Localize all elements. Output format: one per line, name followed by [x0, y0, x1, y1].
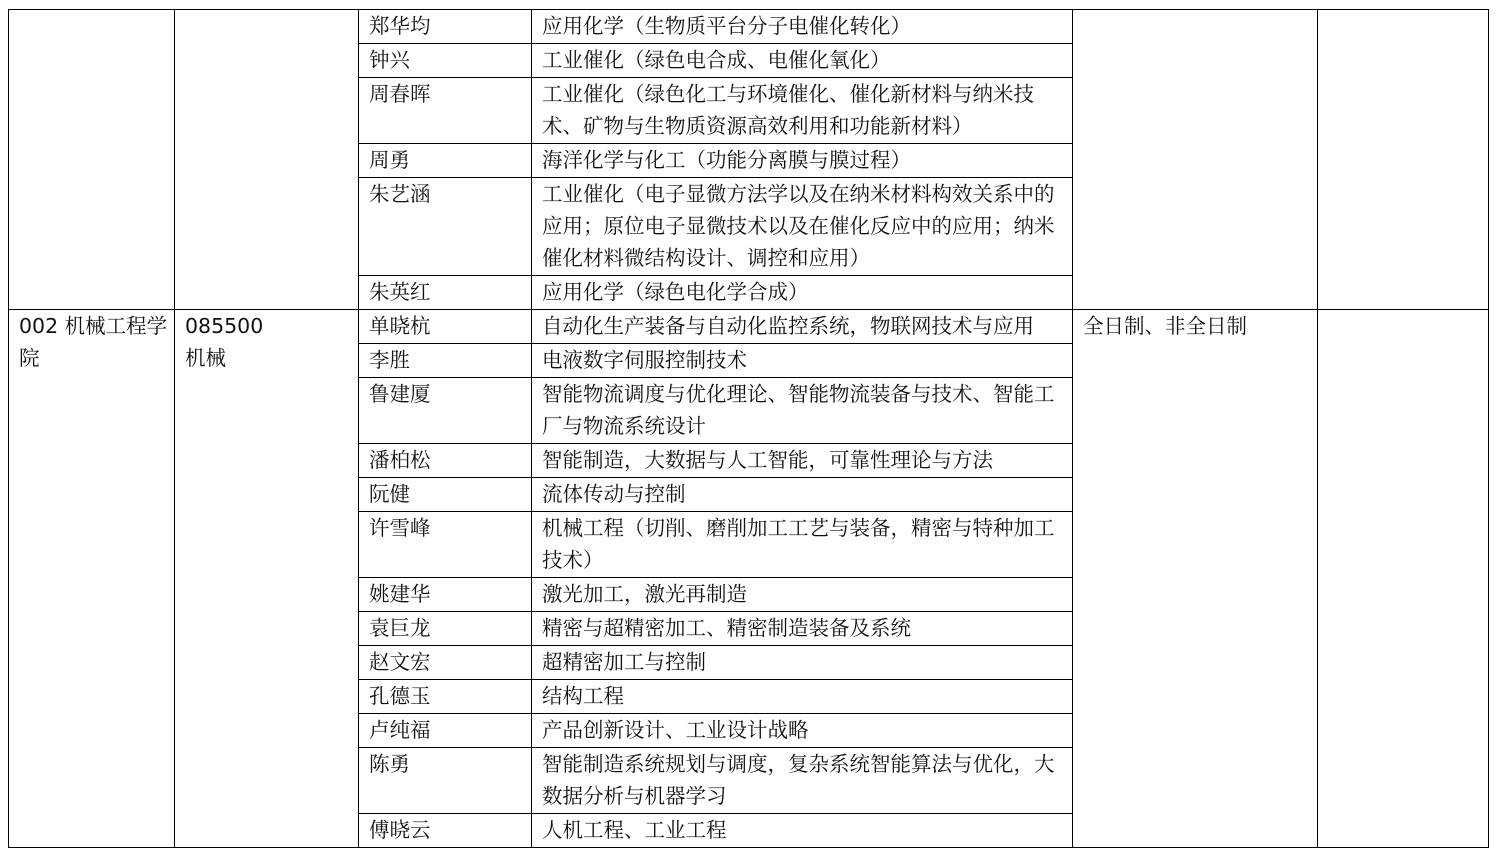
- research-direction: 超精密加工与控制: [532, 646, 1073, 680]
- college-code: 002: [19, 314, 59, 338]
- supervisor-name: 潘柏松: [359, 444, 532, 478]
- supervisor-name: 钟兴: [359, 44, 532, 78]
- supervisor-name: 卢纯福: [359, 714, 532, 748]
- major-cell-empty: [175, 10, 359, 310]
- major-cell: [175, 310, 359, 848]
- college-name: 机械工程学院: [19, 314, 168, 370]
- research-direction: 智能制造，大数据与人工智能，可靠性理论与方法: [532, 444, 1073, 478]
- research-direction: 工业催化（电子显微方法学以及在纳米材料构效关系中的应用；原位电子显微技术以及在催化反应中的应用；纳米催化材料微结构设计、调控和应用）: [532, 178, 1073, 276]
- supervisor-name: 姚建华: [359, 578, 532, 612]
- research-direction: 海洋化学与化工（功能分离膜与膜过程）: [532, 144, 1073, 178]
- research-direction: 智能制造系统规划与调度，复杂系统智能算法与优化，大数据分析与机器学习: [532, 748, 1073, 814]
- major-name: 机械: [185, 346, 226, 370]
- supervisor-name: 袁巨龙: [359, 612, 532, 646]
- research-direction: 智能物流调度与优化理论、智能物流装备与技术、智能工厂与物流系统设计: [532, 378, 1073, 444]
- college-cell: [9, 310, 175, 848]
- college-cell-empty: [9, 10, 175, 310]
- research-direction: 工业催化（绿色电合成、电催化氧化）: [532, 44, 1073, 78]
- supervisor-name: 孔德玉: [359, 680, 532, 714]
- supervisor-table: [8, 9, 1489, 848]
- supervisor-name: 周春晖: [359, 78, 532, 144]
- research-direction: 电液数字伺服控制技术: [532, 344, 1073, 378]
- table-row: [9, 10, 1489, 44]
- supervisor-name: 陈勇: [359, 748, 532, 814]
- supervisor-name: 许雪峰: [359, 512, 532, 578]
- supervisor-name: 傅晓云: [359, 814, 532, 848]
- supervisor-name: 李胜: [359, 344, 532, 378]
- research-direction: 流体传动与控制: [532, 478, 1073, 512]
- notes-cell: [1318, 310, 1489, 848]
- table-row: [9, 310, 1489, 344]
- research-direction: 工业催化（绿色化工与环境催化、催化新材料与纳米技术、矿物与生物质资源高效利用和功能新材料）: [532, 78, 1073, 144]
- research-direction: 激光加工，激光再制造: [532, 578, 1073, 612]
- supervisor-name: 鲁建厦: [359, 378, 532, 444]
- study-mode-cell-empty: [1073, 10, 1318, 310]
- notes-cell-empty: [1318, 10, 1489, 310]
- study-mode-cell: 全日制、非全日制: [1073, 310, 1318, 848]
- supervisor-name: 周勇: [359, 144, 532, 178]
- supervisor-name: 赵文宏: [359, 646, 532, 680]
- research-direction: 自动化生产装备与自动化监控系统，物联网技术与应用: [532, 310, 1073, 344]
- supervisor-name: 朱艺涵: [359, 178, 532, 276]
- research-direction: 人机工程、工业工程: [532, 814, 1073, 848]
- research-direction: 结构工程: [532, 680, 1073, 714]
- research-direction: 产品创新设计、工业设计战略: [532, 714, 1073, 748]
- research-direction: 应用化学（生物质平台分子电催化转化）: [532, 10, 1073, 44]
- research-direction: 应用化学（绿色电化学合成）: [532, 276, 1073, 310]
- research-direction: 精密与超精密加工、精密制造装备及系统: [532, 612, 1073, 646]
- supervisor-name: 郑华均: [359, 10, 532, 44]
- table-body: [9, 10, 1489, 848]
- supervisor-name: 单晓杭: [359, 310, 532, 344]
- supervisor-name: 朱英红: [359, 276, 532, 310]
- research-direction: 机械工程（切削、磨削加工工艺与装备，精密与特种加工技术）: [532, 512, 1073, 578]
- supervisor-name: 阮健: [359, 478, 532, 512]
- major-code: 085500: [185, 314, 264, 338]
